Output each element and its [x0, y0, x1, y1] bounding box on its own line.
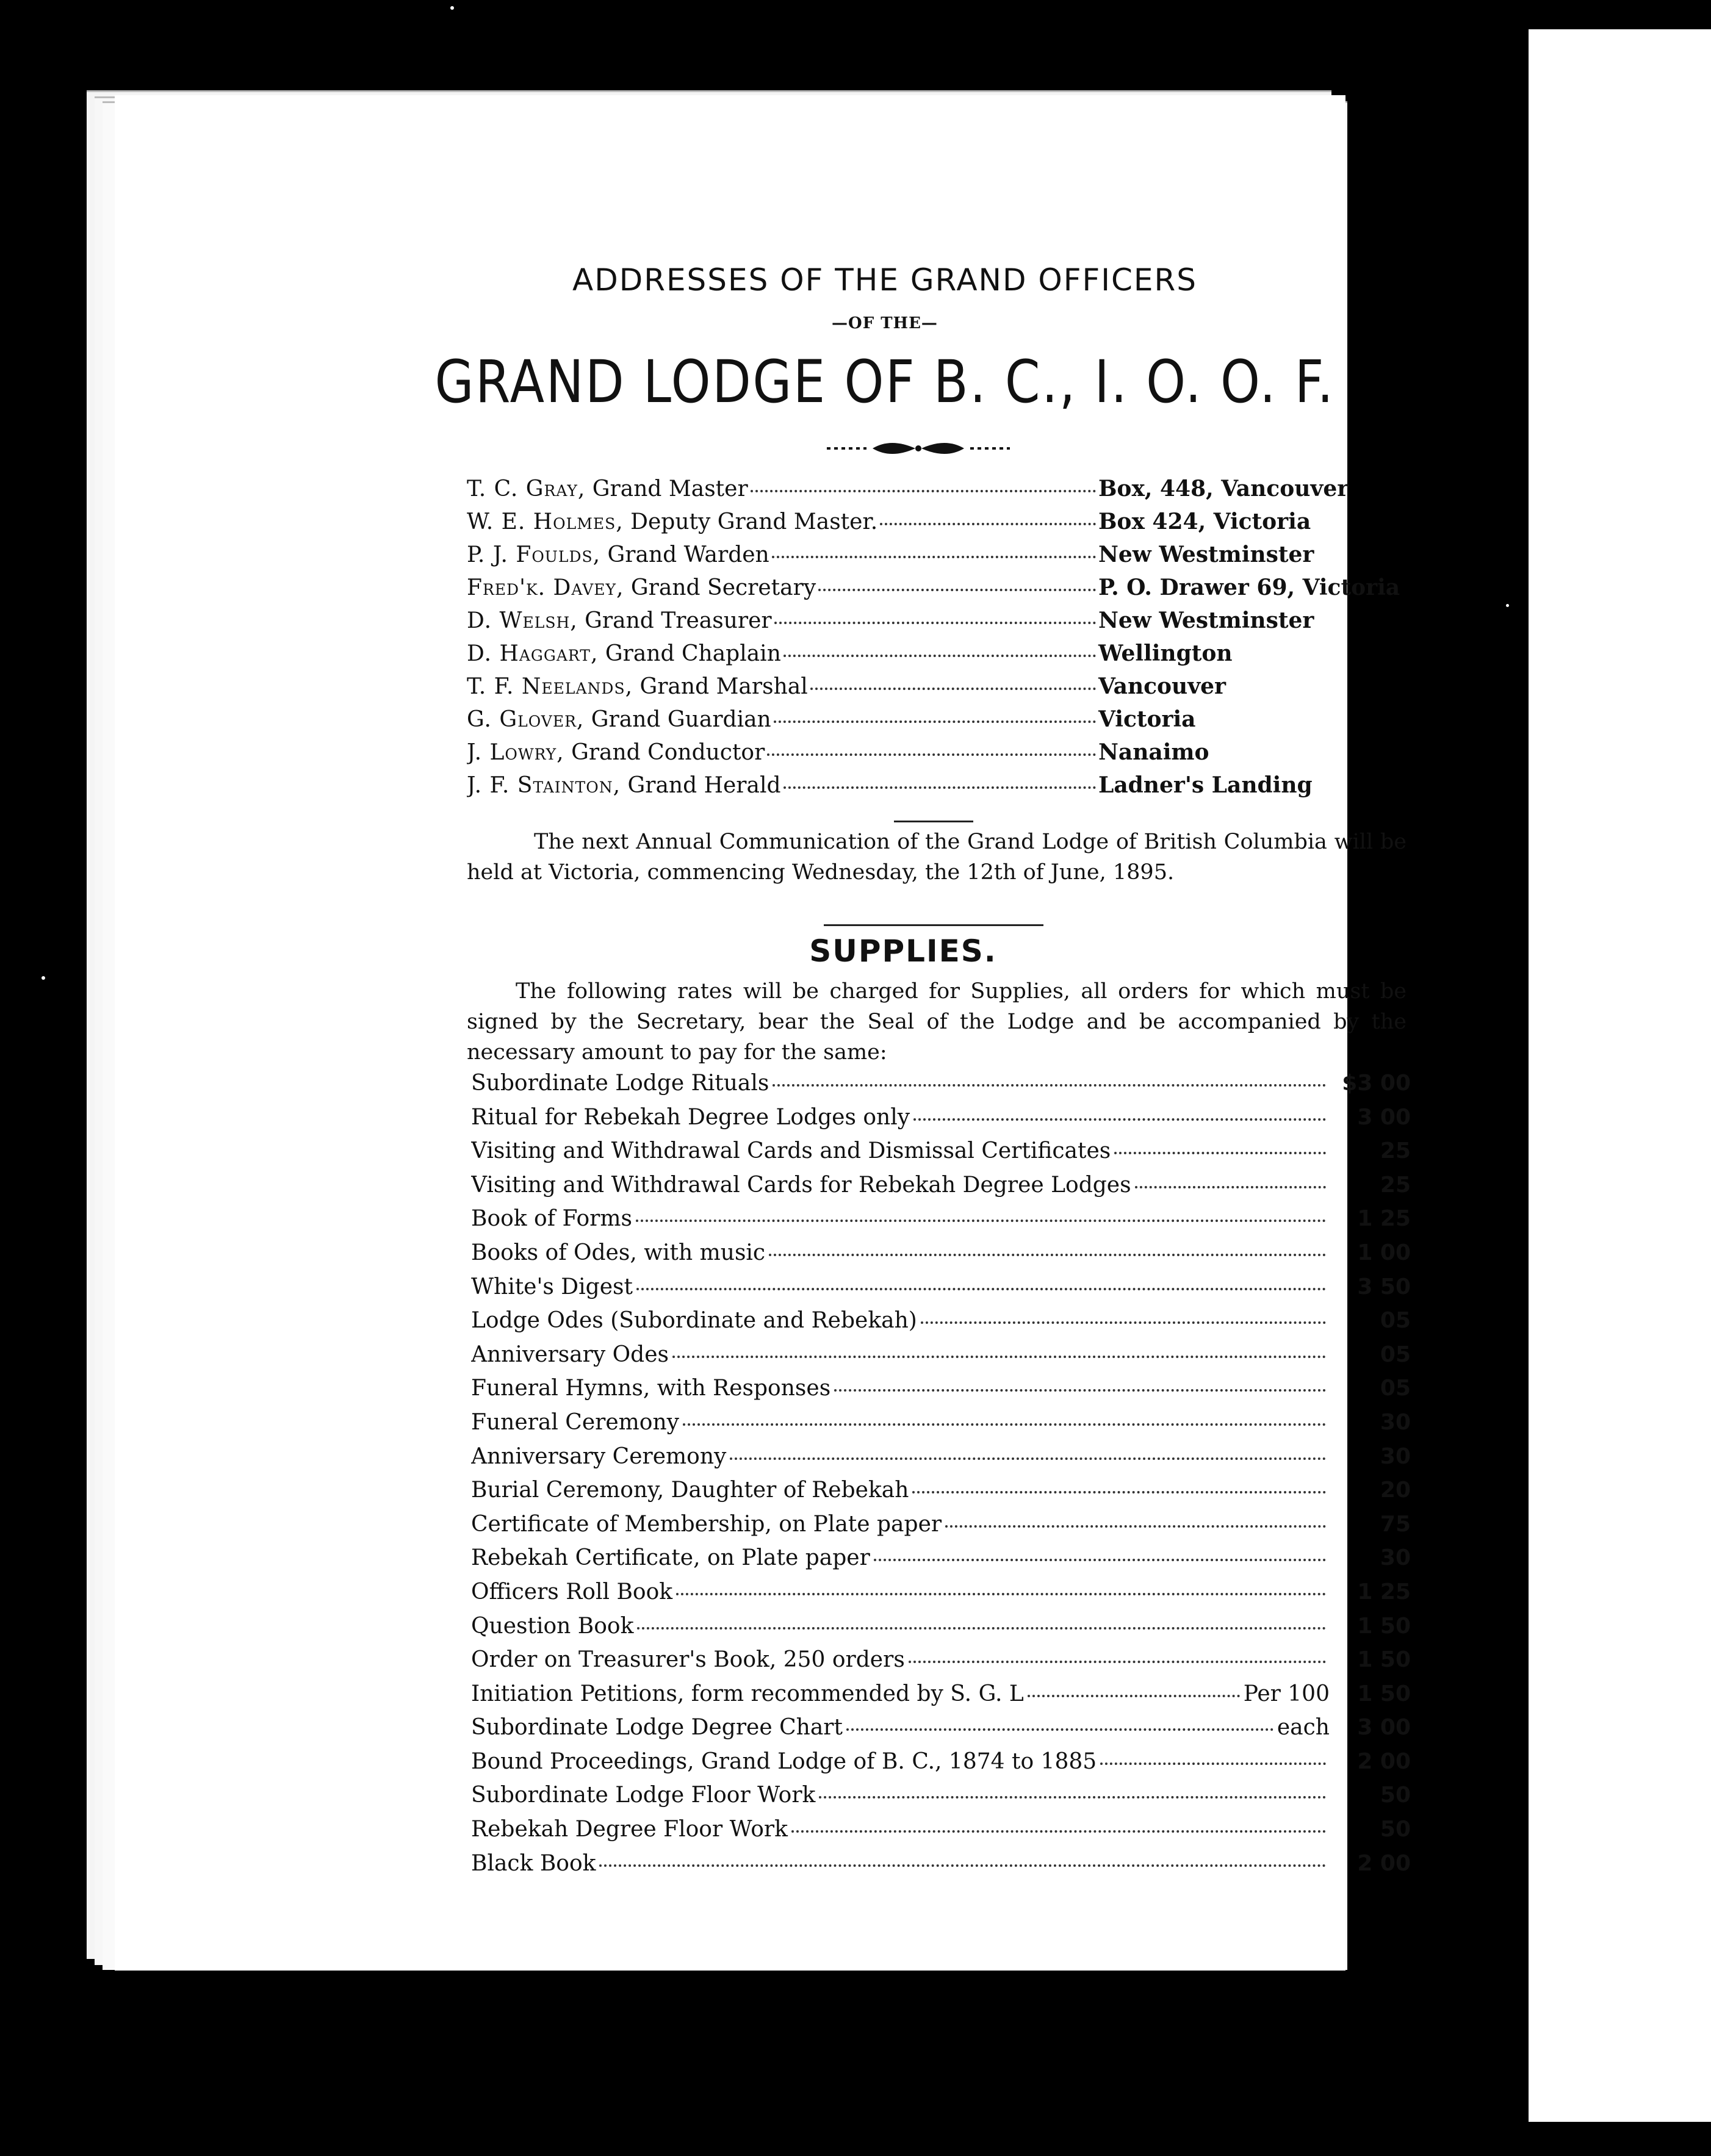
officer-title: Grand Treasurer — [577, 608, 772, 633]
officer-title: Grand Secretary — [624, 575, 816, 600]
scan-speck — [450, 6, 454, 10]
supply-item: Question Book — [471, 1613, 634, 1639]
annual-communication-notice: The next Annual Communication of the Grand Lodge of British Columbia will be held at Victoria, commencing Wednesday, the 12th of June, 1895. — [467, 830, 1407, 885]
supply-price: 50 — [1380, 1817, 1411, 1842]
supply-row — [471, 1647, 1411, 1681]
supply-item: Subordinate Lodge Degree Chart — [471, 1715, 843, 1741]
leader-dots — [774, 622, 1096, 624]
officer-row — [467, 641, 1407, 674]
supply-item: Bound Proceedings, Grand Lodge of B. C., 1874 to 1885 — [471, 1748, 1097, 1774]
officer-title: Grand Herald — [621, 773, 781, 798]
supplies-title: SUPPLIES. — [809, 933, 997, 969]
officer-name: D. Welsh, — [467, 608, 578, 633]
officer-name: T. C. Gray, — [467, 476, 586, 501]
scan-speck — [1506, 604, 1509, 607]
officer-address: Box 424, Victoria — [1098, 509, 1311, 534]
supply-price: 1 50 — [1357, 1647, 1411, 1673]
supply-price: 1 50 — [1357, 1613, 1411, 1639]
supply-note: each — [1277, 1715, 1330, 1741]
officer-name: G. Glover, — [467, 707, 585, 732]
header-title-line2: —OF THE— — [832, 314, 938, 332]
leader-dots — [683, 1423, 1326, 1426]
scan-speck — [41, 976, 45, 980]
header-title-main: GRAND LODGE OF B. C., I. O. O. F. — [434, 348, 1335, 416]
supply-item: Rebekah Degree Floor Work — [471, 1817, 788, 1842]
supply-item: Funeral Ceremony — [471, 1409, 679, 1435]
leader-dots — [834, 1389, 1326, 1392]
officer-row — [467, 739, 1407, 772]
leader-dots — [767, 753, 1096, 756]
supplies-intro: The following rates will be charged for Supplies, all orders for which must be signed by the Secretary, bear the Seal of the Lodge and be accompanied by the necessary amount to pay for the same: — [467, 979, 1407, 1065]
supply-row — [471, 1478, 1411, 1512]
supplies-price-list — [471, 1071, 1411, 1885]
leader-dots — [819, 1796, 1326, 1798]
supply-item: Burial Ceremony, Daughter of Rebekah — [471, 1478, 909, 1503]
supply-item: Black Book — [471, 1850, 596, 1876]
officer-address: P. O. Drawer 69, Victoria — [1098, 575, 1400, 600]
officer-address: Ladner's Landing — [1098, 772, 1313, 798]
officer-row — [467, 674, 1407, 706]
supply-price: 3 00 — [1357, 1715, 1411, 1741]
supply-row — [471, 1071, 1411, 1105]
supply-row — [471, 1410, 1411, 1444]
supply-price: 1 25 — [1357, 1206, 1411, 1232]
leader-dots — [945, 1525, 1326, 1528]
leader-dots — [676, 1593, 1326, 1595]
leader-dots — [751, 490, 1096, 492]
supply-price: 30 — [1380, 1443, 1411, 1469]
supply-item: Order on Treasurer's Book, 250 orders — [471, 1647, 905, 1673]
leader-dots — [783, 655, 1096, 657]
officer-title: Grand Marshal — [633, 674, 808, 699]
leader-dots — [912, 1491, 1326, 1493]
leader-dots — [874, 1559, 1326, 1561]
supply-price: 75 — [1380, 1511, 1411, 1537]
supply-item: Visiting and Withdrawal Cards for Rebekah Degree Lodges — [471, 1172, 1131, 1198]
supply-row — [471, 1444, 1411, 1478]
supply-price: 2 00 — [1357, 1850, 1411, 1876]
supply-row — [471, 1240, 1411, 1274]
leader-dots — [772, 556, 1096, 558]
leader-dots — [921, 1321, 1326, 1324]
officer-name: J. Lowry, — [467, 740, 564, 765]
officer-name: W. E. Holmes, — [467, 509, 624, 534]
header-title-line1: ADDRESSES OF THE GRAND OFFICERS — [572, 262, 1197, 298]
leader-dots — [880, 523, 1096, 525]
supply-item: Book of Forms — [471, 1206, 633, 1232]
leader-dots — [1028, 1695, 1240, 1697]
supply-price: 25 — [1380, 1172, 1411, 1198]
supply-row — [471, 1579, 1411, 1614]
supply-item: Lodge Odes (Subordinate and Rebekah) — [471, 1308, 917, 1334]
officer-name: T. F. Neelands, — [467, 674, 633, 699]
supply-price: 20 — [1380, 1478, 1411, 1503]
supply-price: 1 00 — [1357, 1240, 1411, 1265]
officer-address: Vancouver — [1098, 674, 1227, 699]
supply-price: 1 50 — [1357, 1681, 1411, 1706]
leader-dots — [791, 1830, 1326, 1833]
supply-price: 05 — [1380, 1376, 1411, 1401]
officer-row — [467, 542, 1407, 575]
supply-row — [471, 1715, 1411, 1749]
supply-item: Certificate of Membership, on Plate paper — [471, 1511, 942, 1537]
supply-price: $3 00 — [1342, 1071, 1411, 1096]
supply-price: 05 — [1380, 1342, 1411, 1367]
officer-row — [467, 706, 1407, 739]
leader-dots — [636, 1288, 1326, 1290]
officer-name: D. Haggart, — [467, 641, 599, 666]
officer-row — [467, 476, 1407, 509]
officer-address: Nanaimo — [1098, 739, 1209, 765]
leader-dots — [672, 1356, 1326, 1358]
supply-row — [471, 1817, 1411, 1851]
leader-dots — [810, 688, 1096, 690]
officer-title: Grand Master — [585, 476, 748, 501]
supply-row — [471, 1138, 1411, 1173]
supply-row — [471, 1783, 1411, 1817]
ornament-divider-icon — [824, 436, 1013, 461]
supply-price: 3 00 — [1357, 1104, 1411, 1130]
supply-row — [471, 1614, 1411, 1648]
supply-item: Officers Roll Book — [471, 1579, 673, 1604]
leader-dots — [730, 1457, 1326, 1460]
officer-name: Fred'k. Davey, — [467, 575, 624, 600]
supply-price: 30 — [1380, 1545, 1411, 1571]
supply-row — [471, 1376, 1411, 1410]
officer-title: Grand Warden — [600, 542, 769, 567]
section-rule — [824, 924, 1043, 926]
supply-row — [471, 1274, 1411, 1309]
supply-item: Rebekah Certificate, on Plate paper — [471, 1545, 870, 1571]
supply-price: 25 — [1380, 1138, 1411, 1164]
supply-item: Subordinate Lodge Floor Work — [471, 1783, 816, 1808]
supply-row — [471, 1512, 1411, 1546]
leader-dots — [818, 589, 1096, 591]
supply-item: Ritual for Rebekah Degree Lodges only — [471, 1104, 910, 1130]
officer-address: Victoria — [1098, 706, 1196, 732]
officer-address: Wellington — [1098, 641, 1233, 666]
officer-row — [467, 772, 1407, 805]
supply-item: Funeral Hymns, with Responses — [471, 1376, 831, 1401]
officer-address: New Westminster — [1098, 608, 1314, 633]
supply-row — [471, 1173, 1411, 1207]
supply-item: Initiation Petitions, form recommended by S. G. L — [471, 1681, 1024, 1706]
leader-dots — [909, 1661, 1326, 1663]
supply-price: 2 00 — [1357, 1748, 1411, 1774]
leader-dots — [636, 1220, 1326, 1222]
supply-item: Subordinate Lodge Rituals — [471, 1071, 769, 1096]
supply-row — [471, 1105, 1411, 1139]
supply-price: 3 50 — [1357, 1274, 1411, 1299]
officer-title: Grand Conductor — [564, 740, 765, 765]
supply-row — [471, 1681, 1411, 1716]
officer-title: Grand Chaplain — [598, 641, 781, 666]
leader-dots — [773, 1084, 1326, 1087]
supply-note: Per 100 — [1243, 1681, 1330, 1706]
supply-row — [471, 1206, 1411, 1240]
leader-dots — [774, 720, 1096, 723]
leader-dots — [599, 1864, 1326, 1867]
officer-title: Deputy Grand Master. — [623, 509, 878, 534]
leader-dots — [1135, 1186, 1326, 1188]
supply-price: 50 — [1380, 1783, 1411, 1808]
leader-dots — [637, 1627, 1326, 1630]
supply-row — [471, 1749, 1411, 1783]
officer-title: Grand Guardian — [584, 707, 771, 732]
supply-item: Anniversary Ceremony — [471, 1443, 727, 1469]
leader-dots — [1100, 1763, 1326, 1765]
supply-item: Visiting and Withdrawal Cards and Dismissal Certificates — [471, 1138, 1111, 1164]
supply-row — [471, 1545, 1411, 1579]
officer-row — [467, 608, 1407, 641]
leader-dots — [783, 786, 1096, 789]
adjacent-page — [1529, 29, 1711, 2122]
leader-dots — [1114, 1152, 1326, 1154]
supply-row — [471, 1342, 1411, 1376]
officer-address: New Westminster — [1098, 542, 1314, 567]
supply-price: 30 — [1380, 1409, 1411, 1435]
supply-item: Books of Odes, with music — [471, 1240, 766, 1265]
supply-row — [471, 1851, 1411, 1885]
officer-name: P. J. Foulds, — [467, 542, 601, 567]
section-rule — [894, 821, 973, 822]
officer-row — [467, 509, 1407, 542]
officer-name: J. F. Stainton, — [467, 773, 621, 798]
supply-row — [471, 1308, 1411, 1342]
supply-item: Anniversary Odes — [471, 1342, 669, 1367]
officers-list — [467, 476, 1407, 805]
leader-dots — [846, 1728, 1273, 1731]
leader-dots — [913, 1118, 1326, 1121]
leader-dots — [769, 1254, 1326, 1256]
officer-row — [467, 575, 1407, 608]
supply-price: 1 25 — [1357, 1579, 1411, 1604]
supply-price: 05 — [1380, 1308, 1411, 1334]
officer-address: Box, 448, Vancouver — [1098, 476, 1349, 501]
supply-item: White's Digest — [471, 1274, 633, 1299]
